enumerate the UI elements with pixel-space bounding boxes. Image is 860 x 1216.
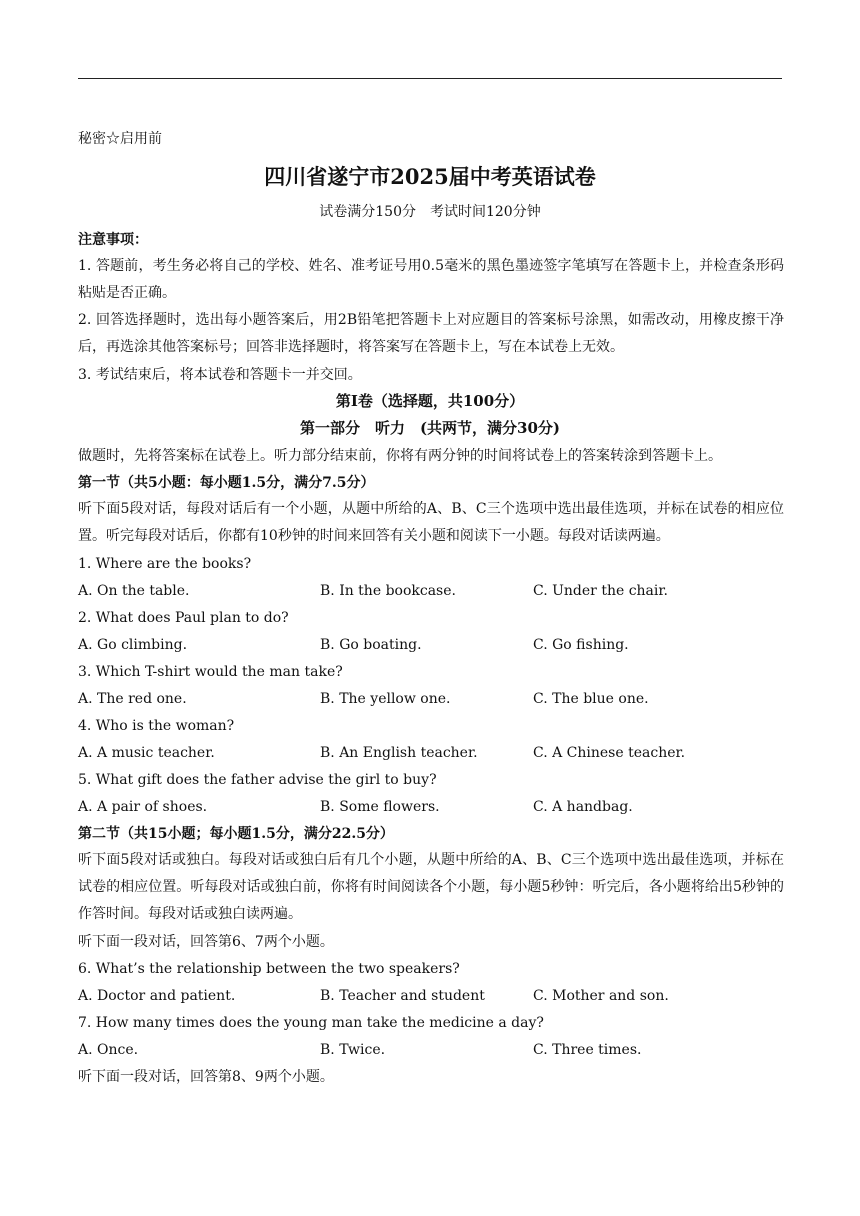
question-6: 6. What’s the relationship between the two speakers? [78, 961, 460, 977]
question-7-option-a: A. Once. [78, 1042, 139, 1058]
question-5-option-a: A. A pair of shoes. [78, 799, 208, 815]
question-1-option-a: A. On the table. [78, 583, 190, 599]
notice-item-2: 2. 回答选择题时，选出每小题答案后，用2B铅笔把答题卡上对应题目的答案标号涂黑，如需改动，用橡皮擦干净后，再选涂其他答案标号；回答非选择题时，将答案写在答题卡上，写在本试卷上无效。 [78, 312, 784, 355]
notice-item-1: 1. 答题前，考生务必将自己的学校、姓名、准考证号用0.5毫米的黑色墨迹签字笔填写在答题卡上，并检查条形码粘贴是否正确。 [78, 258, 784, 301]
question-5: 5. What gift does the father advise the girl to buy? [78, 772, 437, 788]
section2-instructions: 听下面5段对话或独白。每段对话或独白后有几个小题，从题中所给的A、B、C三个选项中选出最佳选项，并标在试卷的相应位置。听每段对话或独白前，你将有时间阅读各个小题，每小题5秒钟：听完后，各小题将给出5秒钟的作答时间。每段对话或独白读两遍。 [78, 852, 784, 922]
question-4-option-c: C. A Chinese teacher. [533, 745, 686, 761]
part1-intro: 做题时，先将答案标在试卷上。听力部分结束前，你将有两分钟的时间将试卷上的答案转涂到答题卡上。 [78, 448, 722, 464]
question-4-option-a: A. A music teacher. [78, 745, 215, 761]
header-rule [78, 78, 782, 79]
question-7: 7. How many times does the young man take the medicine a day? [78, 1015, 544, 1031]
question-7-option-c: C. Three times. [533, 1042, 642, 1058]
section1-heading: 第一节（共5小题：每小题1.5分，满分7.5分） [78, 475, 375, 491]
question-4-option-b: B. An English teacher. [320, 745, 478, 761]
question-5-option-c: C. A handbag. [533, 799, 633, 815]
question-3-option-b: B. The yellow one. [320, 691, 451, 707]
confidentiality-mark: 秘密☆启用前 [78, 131, 162, 147]
section2-heading: 第二节（共15小题；每小题1.5分，满分22.5分） [78, 826, 394, 842]
question-7-option-b: B. Twice. [320, 1042, 386, 1058]
question-3-option-c: C. The blue one. [533, 691, 649, 707]
question-3: 3. Which T-shirt would the man take? [78, 664, 343, 680]
question-2-option-c: C. Go fishing. [533, 637, 629, 653]
question-1: 1. Where are the books? [78, 556, 252, 572]
question-1-option-b: B. In the bookcase. [320, 583, 456, 599]
part1-heading: 第一部分 听力 (共两节，满分30分) [299, 419, 561, 437]
section2-lead-2: 听下面一段对话，回答第8、9两个小题。 [78, 1069, 334, 1085]
question-2-option-b: B. Go boating. [320, 637, 422, 653]
question-2-option-a: A. Go climbing. [78, 637, 188, 653]
exam-title: 四川省遂宁市2025届中考英语试卷 [264, 164, 596, 189]
question-1-option-c: C. Under the chair. [533, 583, 668, 599]
notice-item-3: 3. 考试结束后，将本试卷和答题卡一并交回。 [78, 367, 362, 383]
volume-heading: 第I卷（选择题，共100分） [335, 392, 525, 410]
question-4: 4. Who is the woman? [78, 718, 235, 734]
question-5-option-b: B. Some flowers. [320, 799, 440, 815]
question-3-option-a: A. The red one. [78, 691, 187, 707]
exam-subtitle: 试卷满分150分 考试时间120分钟 [319, 204, 541, 220]
question-6-option-b: B. Teacher and student [320, 988, 485, 1004]
question-6-option-c: C. Mother and son. [533, 988, 669, 1004]
section1-instructions: 听下面5段对话，每段对话后有一个小题，从题中所给的A、B、C三个选项中选出最佳选项，并标在试卷的相应位置。听完每段对话后，你都有10秒钟的时间来回答有关小题和阅读下一小题。每段对话读两遍。 [78, 501, 784, 544]
notice-heading: 注意事项： [78, 232, 148, 248]
section2-lead-1: 听下面一段对话，回答第6、7两个小题。 [78, 934, 334, 950]
question-2: 2. What does Paul plan to do? [78, 610, 289, 626]
question-6-option-a: A. Doctor and patient. [78, 988, 236, 1004]
